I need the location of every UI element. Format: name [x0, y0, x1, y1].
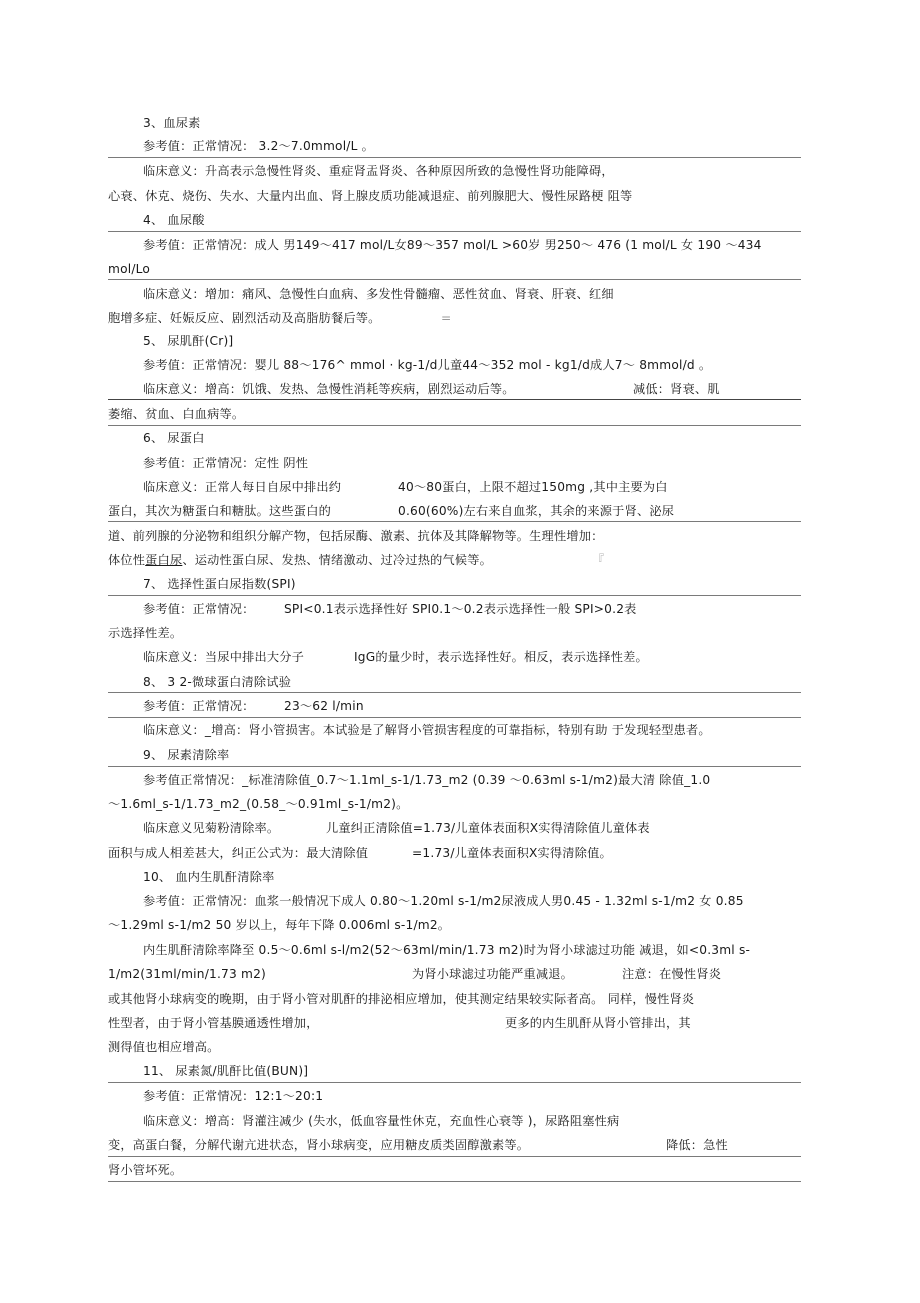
divider-line	[108, 425, 801, 426]
section-7-reference-line1b: SPI<0.1表示选择性好 SPI0.1～0.2表示选择性一般 SPI>0.2表	[284, 602, 637, 616]
section-4-clinical-line2: 胞增多症、妊娠反应、剧烈活动及高脂肪餐后等。	[108, 311, 381, 325]
section-10-para-line4b: 更多的内生肌酐从肾小管排出，其	[505, 1016, 691, 1030]
section-5-clinical-line2: 萎缩、贫血、白血病等。	[108, 407, 245, 421]
section-9-clinical-line2a: 面积与成人相差甚大，纠正公式为：最大清除值	[108, 846, 369, 860]
section-10-para-line2a: 1/m2(31ml/min/1.73 m2)	[108, 967, 266, 981]
section-6-clinical-line2b: 0.60(60%)左右来自血浆，其余的来源于肾、泌尿	[398, 504, 675, 518]
section-6-reference: 参考值：正常情况：定性 阴性	[143, 456, 309, 470]
section-6-clinical-line3: 道、前列腺的分泌物和组织分解产物，包括尿酶、激素、抗体及其降解物等。生理性增加：	[108, 529, 604, 543]
section-7-clinical-a: 临床意义：当尿中排出大分子	[143, 650, 305, 664]
section-10-reference-line1: 参考值：正常情况：血浆一般情况下成人 0.80～1.20ml s-1/m2尿液成人男0.45 - 1.32ml s-1/m2 女 0.85	[143, 894, 744, 908]
section-8-title: 8、 3 2-微球蛋白清除试验	[143, 675, 292, 689]
section-9-clinical-line1a: 临床意义见菊粉清除率。	[143, 821, 280, 835]
section-9-reference-line1: 参考值正常情况：_标准清除值_0.7～1.1ml_s-1/1.73_m2 (0.39 ～0.63ml s-1/m2)最大清 除值_1.0	[143, 773, 711, 787]
section-10-para-line4a: 性型者，由于肾小管基膜通透性增加，	[108, 1016, 319, 1030]
section-6-clinical-line2a: 蛋白，其次为糖蛋白和糖肽。这些蛋白的	[108, 504, 331, 518]
section-11-clinical-line3: 肾小管坏死。	[108, 1163, 183, 1177]
section-10-para-line1: 内生肌酐清除率降至 0.5～0.6ml s-l/m2(52～63ml/min/1.73 m2)时为肾小球滤过功能 减退，如<0.3ml s-	[143, 943, 751, 957]
section-11-clinical-line2b: 降低：急性	[666, 1138, 728, 1152]
section-6-clinical-line4	[108, 551, 492, 569]
text-segment: 、运动性蛋白尿、发热、情绪激动、过冷过热的气候等。	[182, 553, 493, 567]
section-11-clinical-line1: 临床意义：增高：肾灌注减少 (失水，低血容量性休克，充血性心衰等 )，尿路阻塞性病	[143, 1114, 620, 1128]
section-9-clinical-line1b: 儿童纠正清除值=1.73/儿童体表面积X实得清除值儿童体表	[326, 821, 650, 835]
text-segment: 体位性	[108, 553, 146, 567]
section-3-title: 3、血尿素	[143, 116, 201, 130]
underlined-term: 蛋白尿	[145, 553, 183, 567]
section-11-reference: 参考值：正常情况：12:1～20:1	[143, 1089, 324, 1103]
section-7-clinical-b: IgG的量少时，表示选择性好。相反，表示选择性差。	[354, 650, 648, 664]
section-3-clinical-line1: 临床意义：升高表示急慢性肾炎、重症肾盂肾炎、各种原因所致的急慢性肾功能障碍，	[143, 164, 614, 178]
section-5-title: 5、 尿肌酐(Cr)]	[143, 334, 234, 348]
section-7-title: 7、 选择性蛋白尿指数(SPI)	[143, 577, 296, 591]
section-10-para-line3: 或其他肾小球病变的晚期，由于肾小管对肌酐的排泌相应增加，使其测定结果较实际者高。 同样，慢性肾炎	[108, 992, 695, 1006]
section-4-clinical-line1: 临床意义：增加：痛风、急慢性白血病、多发性骨髓瘤、恶性贫血、肾衰、肝衰、红细	[143, 287, 614, 301]
divider-line	[108, 766, 801, 767]
section-9-reference-line2: ～1.6ml_s-1/1.73_m2_(0.58_～0.91ml_s-1/m2)。	[108, 797, 409, 811]
section-9-title: 9、 尿素清除率	[143, 748, 230, 762]
divider-line	[108, 231, 801, 232]
section-5-clinical-line1-right: 减低：肾衰、肌	[633, 382, 720, 396]
section-10-para-line5: 测得值也相应增高。	[108, 1040, 220, 1054]
stray-mark: =	[441, 311, 452, 325]
divider-line	[108, 521, 801, 522]
section-8-reference-b: 23～62 l/min	[284, 699, 364, 713]
divider-line	[108, 399, 801, 400]
section-7-reference-line2: 示选择性差。	[108, 626, 183, 640]
divider-line	[108, 1156, 801, 1157]
section-8-reference-a: 参考值：正常情况：	[143, 699, 255, 713]
divider-line	[108, 1181, 801, 1182]
divider-line	[108, 279, 801, 280]
section-6-clinical-line1a: 临床意义：正常人每日自尿中排出约	[143, 480, 342, 494]
section-10-para-line2b: 为肾小球滤过功能严重减退。	[412, 967, 574, 981]
section-4-title: 4、 血尿酸	[143, 213, 205, 227]
divider-line	[108, 692, 801, 693]
section-6-title: 6、 尿蛋白	[143, 431, 205, 445]
section-11-clinical-line2a: 变，高蛋白餐，分解代谢亢进状态，肾小球病变，应用糖皮质类固醇激素等。	[108, 1138, 530, 1152]
section-8-clinical: 临床意义：_增高：肾小管损害。本试验是了解肾小管损害程度的可靠指标，特别有助 于发现轻型患者。	[143, 723, 711, 737]
section-3-clinical-line2: 心衰、休克、烧伤、失水、大量内出血、肾上腺皮质功能减退症、前列腺肥大、慢性尿路梗 阻等	[108, 189, 633, 203]
section-11-title: 11、 尿素氮/肌酐比值(BUN)]	[143, 1064, 309, 1078]
section-4-reference-line1: 参考值：正常情况：成人 男149～417 mol/L女89～357 mol/L >60岁 男250～ 476 (1 mol/L 女 190 ～434	[143, 238, 762, 252]
divider-line	[108, 1082, 801, 1083]
divider-line	[108, 595, 801, 596]
section-4-reference-line2: mol/Lo	[108, 262, 151, 276]
section-5-reference: 参考值：正常情况：婴儿 88～176^ mmol · kg-1/d儿童44～352 mol - kg1/d成人7～ 8mmol/d 。	[143, 358, 712, 372]
section-7-reference-line1a: 参考值：正常情况：	[143, 602, 255, 616]
divider-line	[108, 157, 801, 158]
section-10-reference-line2: ～1.29ml s-1/m2 50 岁以上，每年下降 0.006ml s-1/m2。	[108, 918, 451, 932]
section-10-para-line2c: 注意：在慢性肾炎	[622, 967, 722, 981]
section-6-clinical-line1b: 40～80蛋白，上限不超过150mg ,其中主要为白	[398, 480, 668, 494]
divider-line	[108, 717, 801, 718]
section-9-clinical-line2b: =1.73/儿童体表面积X实得清除值。	[412, 846, 612, 860]
section-3-reference: 参考值：正常情况： 3.2～7.0mmol/L 。	[143, 139, 375, 153]
stray-mark: 『	[592, 553, 605, 567]
section-10-title: 10、 血内生肌酐清除率	[143, 870, 275, 884]
section-5-clinical-line1: 临床意义：增高：饥饿、发热、急慢性消耗等疾病，剧烈运动后等。	[143, 382, 515, 396]
